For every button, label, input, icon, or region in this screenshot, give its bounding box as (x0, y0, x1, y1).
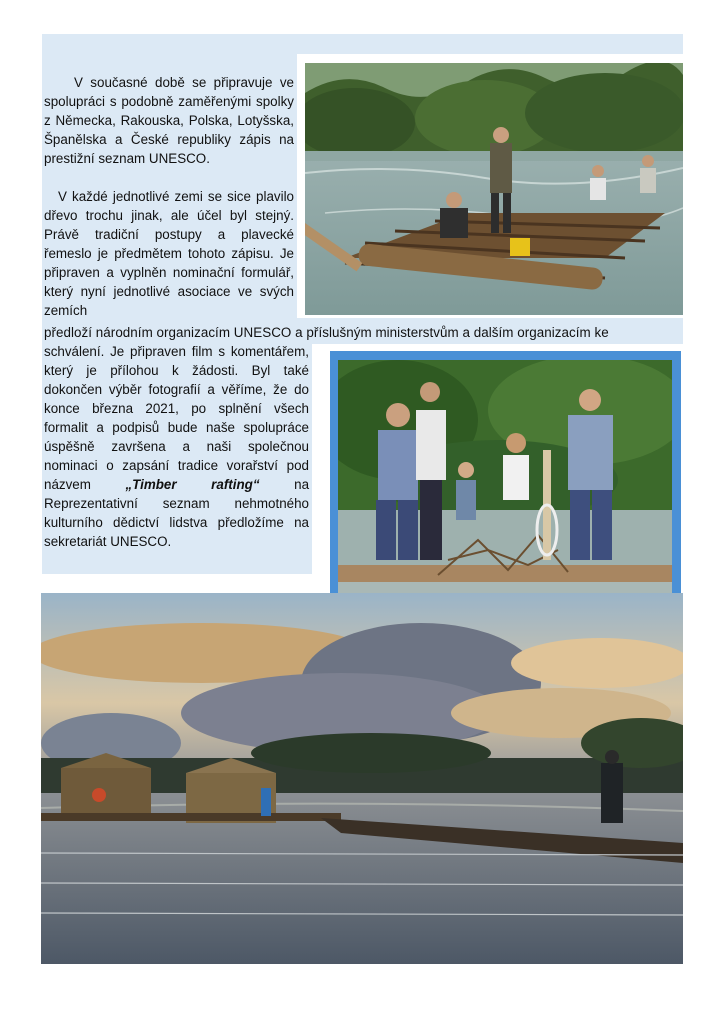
family-on-raft-icon (338, 360, 672, 607)
paragraph-unesco-intro (44, 73, 294, 168)
paragraph-unesco-intro-text: V současné době se připravuje ve spolupráci s podobně zaměřenými spolky z Německa, Rakouska, Polska, Lotyšska, Španělska a České republiky zápis na prestižní seznam UNESCO. (44, 75, 294, 166)
family-on-raft-photo (338, 360, 672, 607)
paragraph-nomination-end: na Reprezentativní seznam nehmotného kulturního dědictví lidstva předložíme na sekretariát UNESCO. (44, 477, 310, 549)
rafts-at-dusk-icon (41, 593, 683, 964)
paragraph-nomination-text: schválení. Je připraven film s komentářem, který je přílohou k žádosti. Byl také dokončen výběr fotografií a věříme, že do konce března 2021, po splnění všech formalit a podpisů bude naše spolupráce úspěšně završena a naši společnou nominaci o zapsání tradice vorařství pod názvem (44, 344, 309, 492)
timber-raft-river-icon (305, 63, 683, 315)
paragraph-wide-line (44, 323, 684, 342)
paragraph-country-methods (44, 187, 294, 320)
timber-raft-river-photo (305, 63, 683, 315)
paragraph-country-methods-text: V každé jednotlivé zemi se sice plavilo dřevo trochu jinak, ale účel byl stejný. Právě tradiční postupy a plavecké řemeslo je předmětem tohoto zápisu. Je připraven a vyplněn nominační formulář, který nyní jednotlivé asociace ve svých zemích (44, 189, 294, 318)
paragraph-nomination (44, 342, 309, 551)
paragraph-wide-line-text: předloží národním organizacím UNESCO a příslušným ministerstvům a dalším organizacím ke (44, 325, 609, 340)
timber-rafting-term: „Timber rafting“ (125, 477, 260, 492)
rafts-at-dusk-photo (41, 593, 683, 964)
top-band (42, 34, 683, 54)
